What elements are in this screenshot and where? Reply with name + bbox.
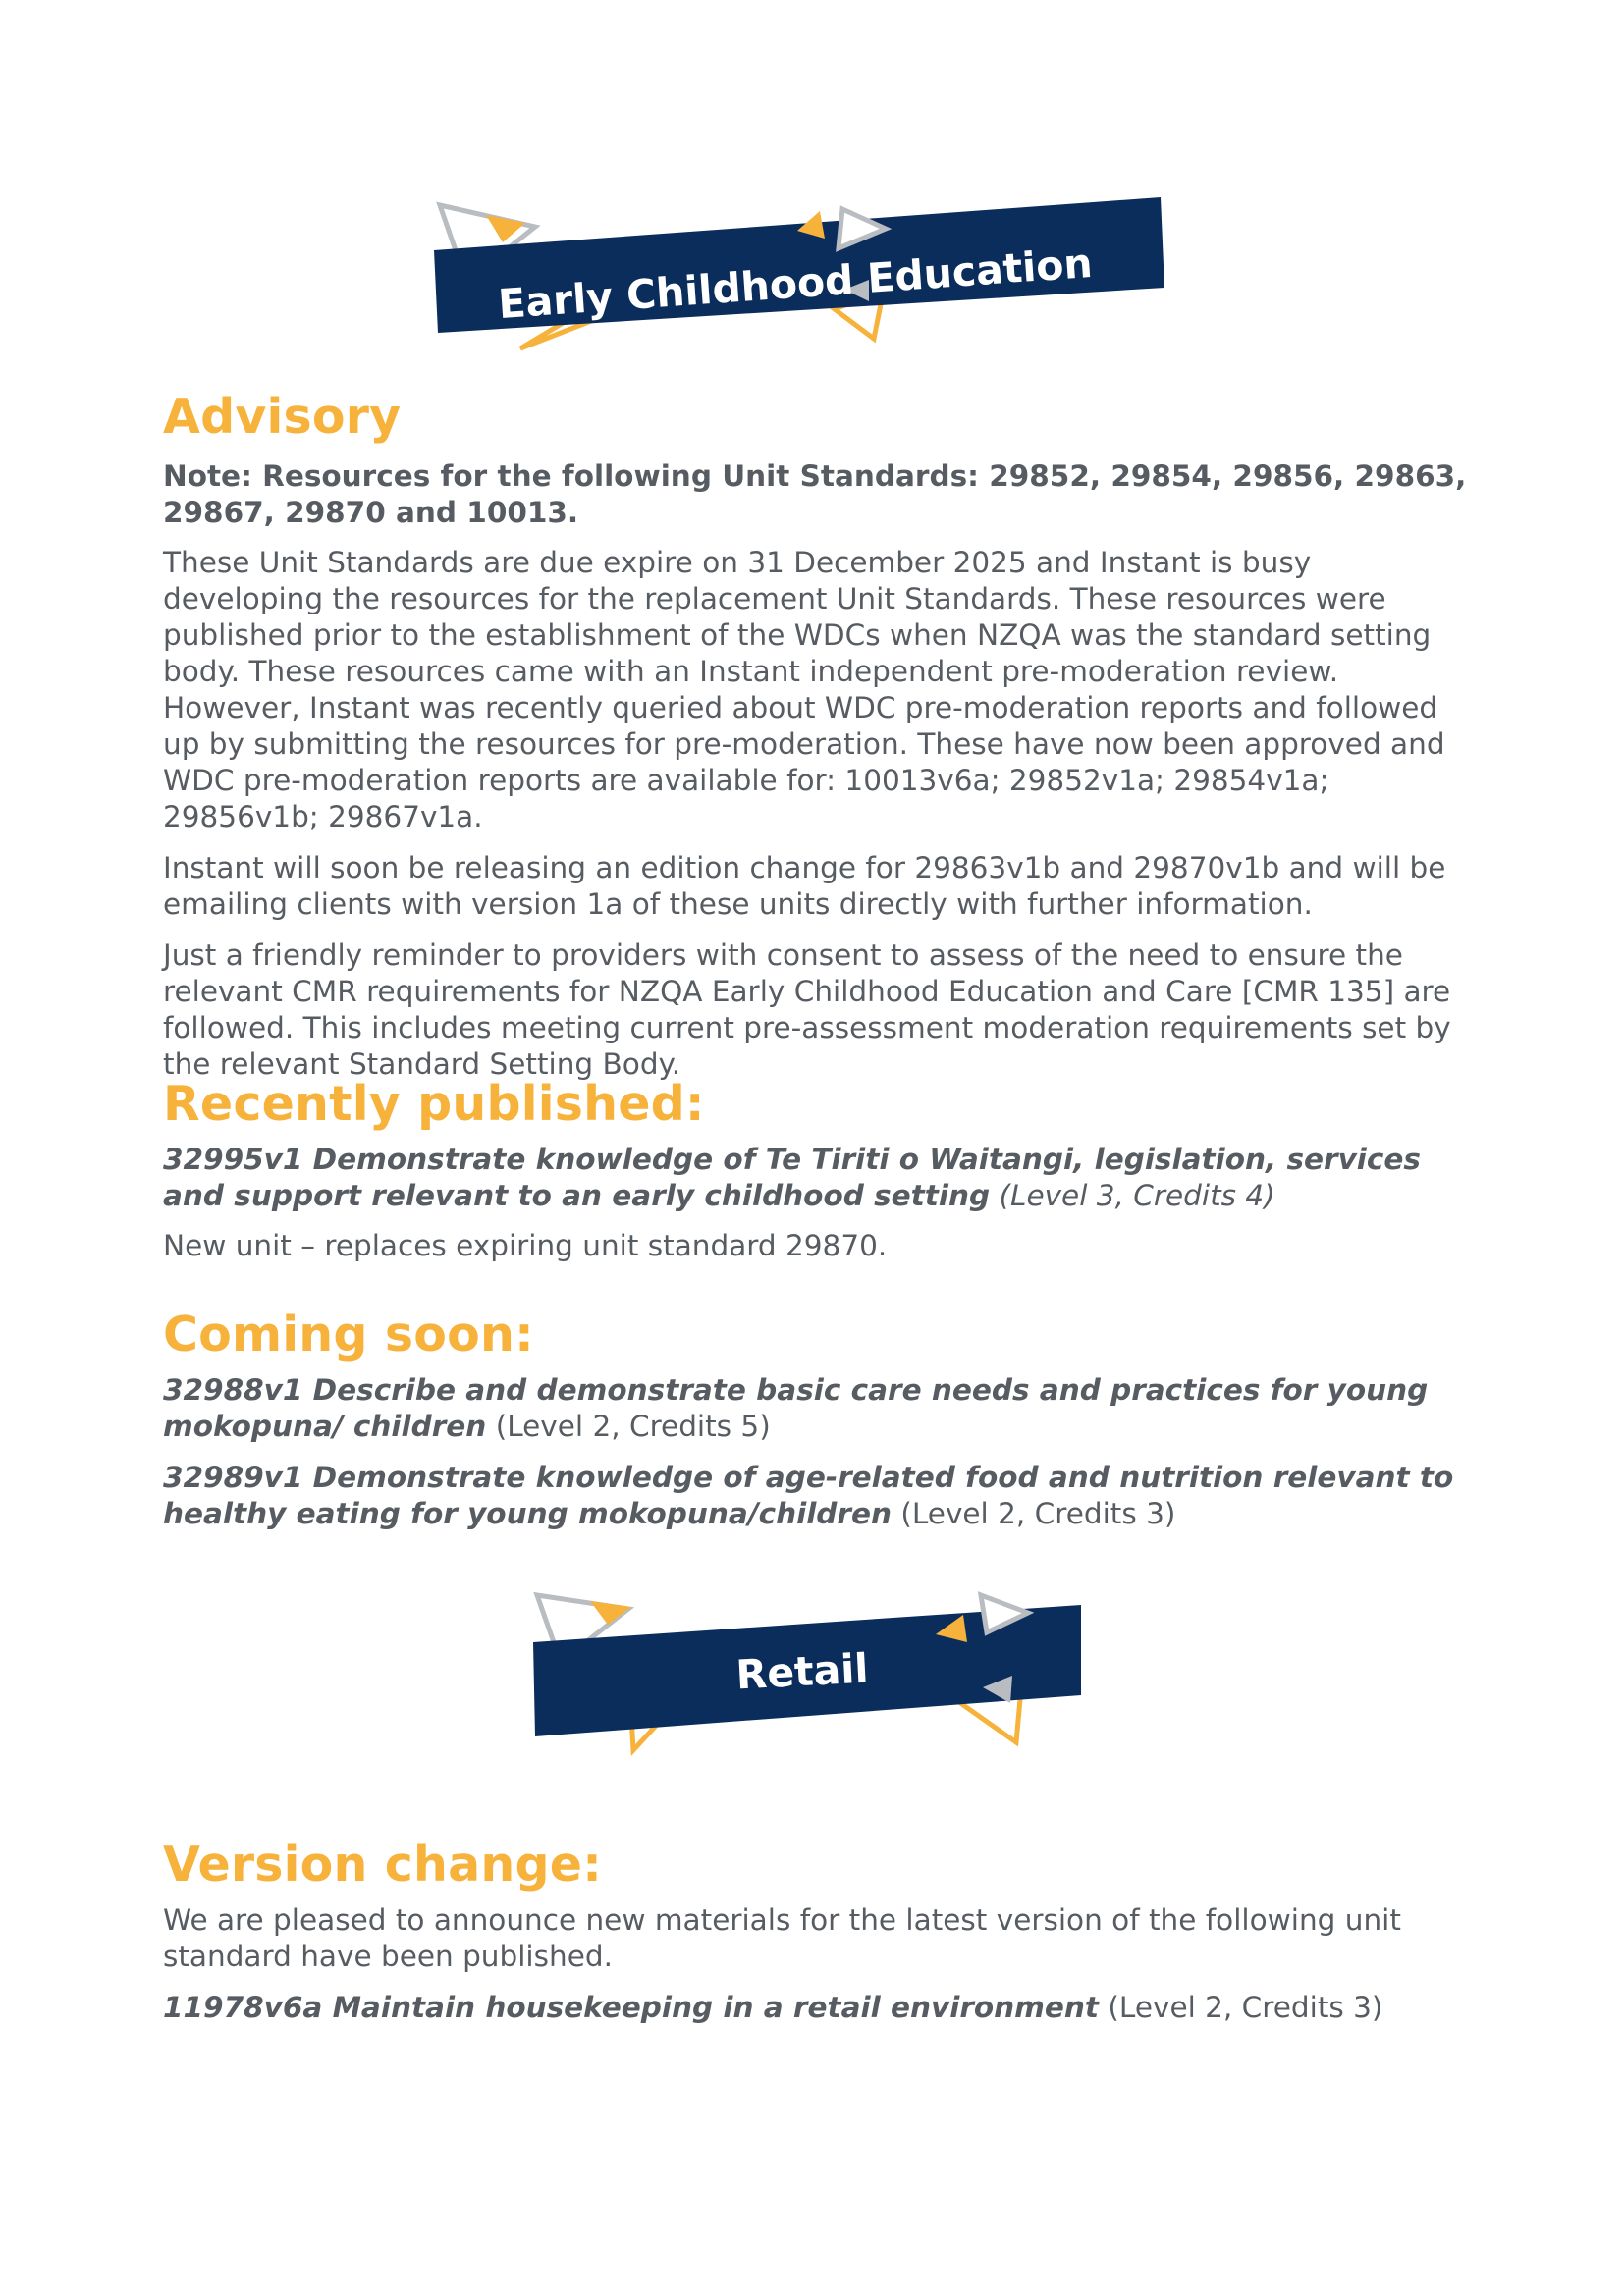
unit-standard-entry <box>163 1372 1479 1445</box>
coming-soon-heading: Coming soon: <box>163 1307 534 1362</box>
unit-standard-meta: (Level 2, Credits 3) <box>1108 1991 1383 2024</box>
unit-standard-entry <box>163 1460 1479 1532</box>
section-version-change <box>163 1836 1479 2026</box>
unit-standard-title: 32988v1 Describe and demonstrate basic care needs and practices for young mokopuna/ children <box>163 1373 1429 1443</box>
unit-standard-title: 11978v6a Maintain housekeeping in a retail environment <box>163 1991 1100 2024</box>
version-change-intro: We are pleased to announce new materials for the latest version of the following unit standard have been published. <box>163 1903 1401 1973</box>
recently-published-heading: Recently published: <box>163 1076 705 1132</box>
section-recently-published <box>163 1075 1479 1264</box>
unit-standard-meta: (Level 2, Credits 5) <box>495 1410 771 1443</box>
section-banner-ece <box>422 191 1168 368</box>
advisory-paragraph: Instant will soon be releasing an edition change for 29863v1b and 29870v1b and will be emailing clients with version 1a of these units directly with further information. <box>163 851 1446 921</box>
section-coming-soon <box>163 1306 1479 1547</box>
recently-published-note: New unit – replaces expiring unit standard 29870. <box>163 1229 888 1262</box>
unit-standard-entry <box>163 1990 1479 2026</box>
version-change-heading: Version change: <box>163 1837 602 1893</box>
unit-standard-meta: (Level 3, Credits 4) <box>999 1179 1275 1212</box>
advisory-paragraph: Just a friendly reminder to providers with consent to assess of the need to ensure the relevant CMR requirements for NZQA Early Childhood Education and Care [CMR 135] are followed. This includes meeting current pre-assessment moderation requirements set by the relevant Standard Setting Body. <box>163 938 1451 1081</box>
section-banner-retail <box>525 1585 1095 1762</box>
banner-title-retail: Retail <box>734 1644 870 1699</box>
unit-standard-meta: (Level 2, Credits 3) <box>900 1497 1176 1530</box>
advisory-note: Note: Resources for the following Unit Standards: 29852, 29854, 29856, 29863, 29867, 29870 and 10013. <box>163 459 1467 529</box>
unit-standard-entry <box>163 1142 1479 1214</box>
section-advisory <box>163 388 1479 1097</box>
advisory-heading: Advisory <box>163 389 402 445</box>
advisory-paragraph: These Unit Standards are due expire on 31 December 2025 and Instant is busy developing the resources for the replacement Unit Standards. These resources were published prior to the establishment of the WDCs when NZQA was the standard setting body. These resources came with an Instant independent pre-moderation review. However, Instant was recently queried about WDC pre-moderation reports and followed up by submitting the resources for pre-moderation. These have now been approved and WDC pre-moderation reports are available for: 10013v6a; 29852v1a; 29854v1a; 29856v1b; 29867v1a. <box>163 546 1445 833</box>
banner-title-ece: Early Childhood Education <box>496 239 1095 329</box>
unit-standard-title: 32989v1 Demonstrate knowledge of age-related food and nutrition relevant to healthy eating for young mokopuna/children <box>163 1461 1454 1530</box>
unit-standard-title: 32995v1 Demonstrate knowledge of Te Tiriti o Waitangi, legislation, services and support relevant to an early childhood setting <box>163 1143 1421 1212</box>
